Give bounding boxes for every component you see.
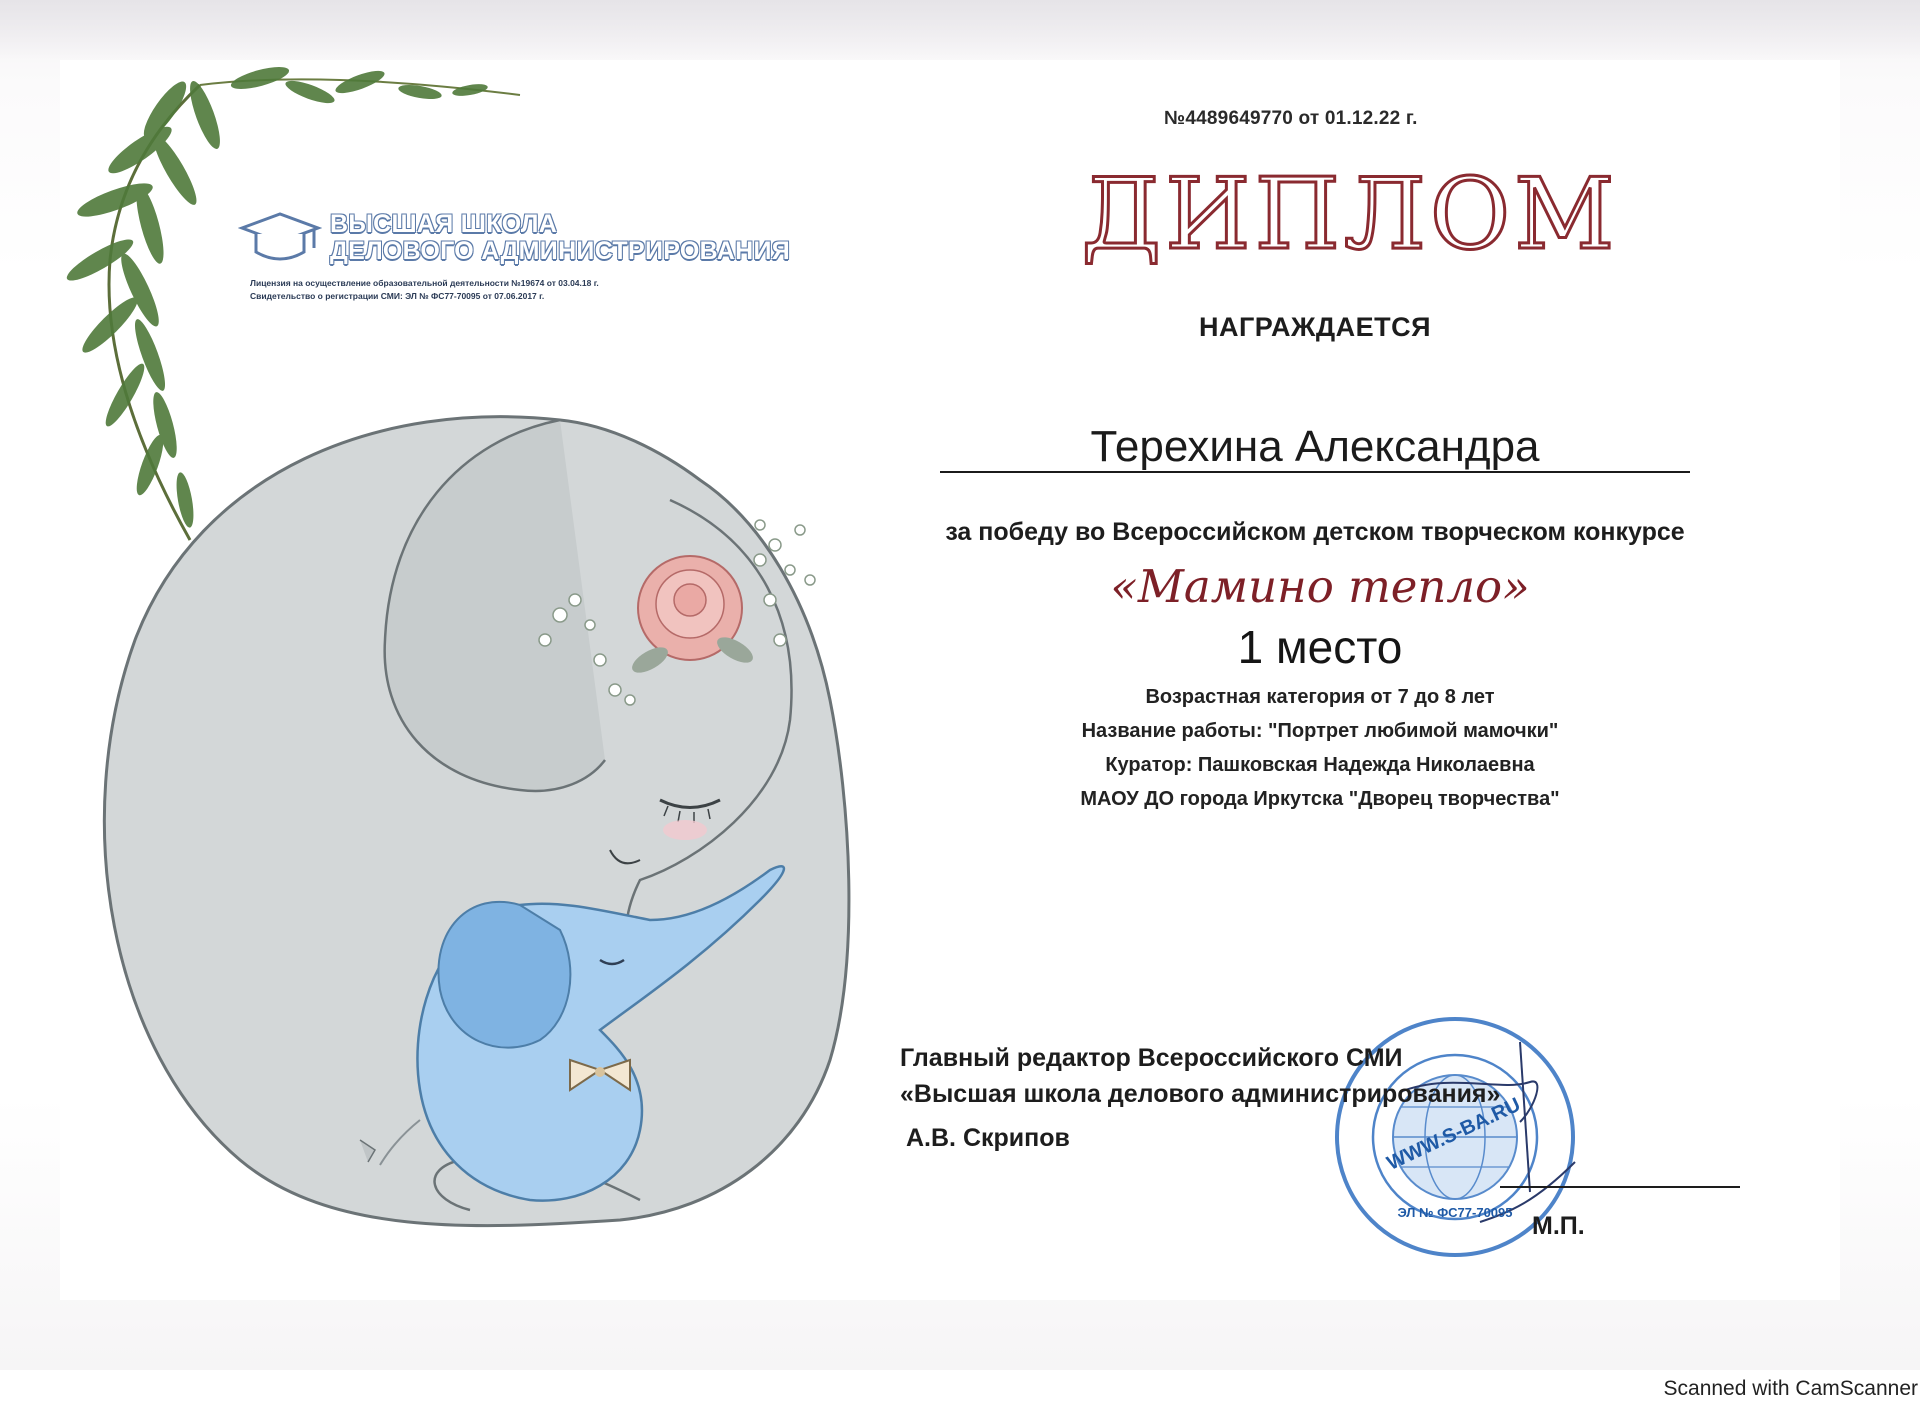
school-logo [238, 205, 818, 315]
signature-title-line-1: Главный редактор Всероссийского СМИ [900, 1044, 1403, 1072]
scanner-watermark: Scanned with CamScanner [1663, 1377, 1918, 1400]
place-text: 1 место [1237, 621, 1403, 673]
age-category: Возрастная категория от 7 до 8 лет [1145, 686, 1495, 708]
logo-line-2: ДЕЛОВОГО АДМИНИСТРИРОВАНИЯ [330, 237, 790, 265]
stamp-url: WWW.S-BA.RU [1383, 1093, 1524, 1175]
diploma-title: ДИПЛОМ [1081, 158, 1619, 272]
institution: МАОУ ДО города Иркутска "Дворец творчества" [1080, 788, 1560, 810]
logo-line-1: ВЫСШАЯ ШКОЛА [330, 210, 558, 238]
recipient-underline [940, 471, 1690, 473]
signature-line [1500, 1186, 1740, 1188]
diploma-number: №4489649770 от 01.12.22 г. [1164, 108, 1418, 129]
stamp-reg: ЭЛ № ФС77-70095 [1397, 1205, 1513, 1220]
license-line: Лицензия на осуществление образовательной деятельности №19674 от 03.04.18 г. [250, 278, 599, 288]
logo-name [330, 211, 790, 265]
graduation-cap-icon [238, 210, 322, 268]
recipient-name: Терехина Александра [1090, 422, 1540, 471]
curator: Куратор: Пашковская Надежда Николаевна [1105, 754, 1535, 776]
awarded-label: НАГРАЖДАЕТСЯ [1199, 312, 1431, 342]
signer-name: А.В. Скрипов [906, 1124, 1070, 1152]
work-title: Название работы: "Портрет любимой мамочки" [1081, 720, 1559, 742]
stamp-place-label: М.П. [1532, 1212, 1585, 1240]
certificate-line: Свидетельство о регистрации СМИ: ЭЛ № ФС77-70095 от 07.06.2017 г. [250, 291, 545, 301]
victory-text: за победу во Всероссийском детском творческом конкурсе [945, 518, 1685, 546]
logo-license-text [250, 277, 599, 303]
signature-title-line-2: «Высшая школа делового администрирования» [900, 1080, 1501, 1108]
contest-name: «Мамино тепло» [1110, 560, 1530, 613]
